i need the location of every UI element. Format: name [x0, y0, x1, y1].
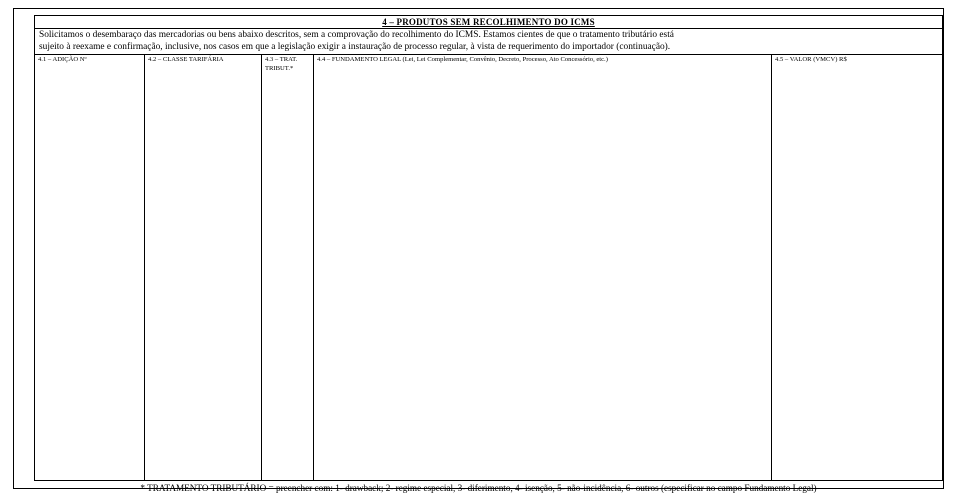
column-classe-tarifaria[interactable]: [145, 54, 262, 480]
intro-line-2: sujeito à reexame e confirmação, inclusive, nos casos em que a legislação exigir a instauração de processo regular, à vista de requerimento do importador (continuação).: [39, 42, 671, 52]
column-trat-tribut-label-2: TRIBUT.*: [265, 65, 294, 72]
column-adicao-label: 4.1 – ADIÇÃO Nº: [38, 56, 87, 63]
intro-line-1: Solicitamos o desembaraço das mercadorias ou bens abaixo descritos, sem a comprovação do recolhimento do ICMS. Estamos cientes de que o tratamento tributário está: [39, 30, 674, 40]
column-valor[interactable]: [772, 54, 942, 480]
form-outer-frame: [13, 8, 944, 493]
column-valor-label: 4.5 – VALOR (VMCV) R$: [775, 56, 847, 63]
column-trat-tribut-label: 4.3 – TRAT.: [265, 56, 298, 63]
column-fundamento-legal-label: 4.4 – FUNDAMENTO LEGAL (Lei, Lei Complementar, Convênio, Decreto, Processo, Ato Concessório, etc.): [317, 56, 608, 63]
column-fundamento-legal[interactable]: [314, 54, 772, 480]
column-trat-tribut[interactable]: [262, 54, 314, 480]
form-columns: [35, 54, 942, 480]
intro-paragraph: [35, 29, 942, 55]
footnote-tratamento-tributario: * TRATAMENTO TRIBUTÁRIO = preencher com: 1- drawback; 2- regime especial, 3- diferimento, 4- isenção, 5- não-incidência, 6- outros (especificar no campo Fundamento Legal): [140, 483, 817, 493]
section-title: [35, 16, 942, 29]
column-adicao[interactable]: [35, 54, 145, 480]
section-title-text: 4 – PRODUTOS SEM RECOLHIMENTO DO ICMS: [382, 17, 595, 27]
column-classe-tarifaria-label: 4.2 – CLASSE TARIFÁRIA: [148, 56, 224, 63]
icms-form-section: [34, 15, 943, 481]
